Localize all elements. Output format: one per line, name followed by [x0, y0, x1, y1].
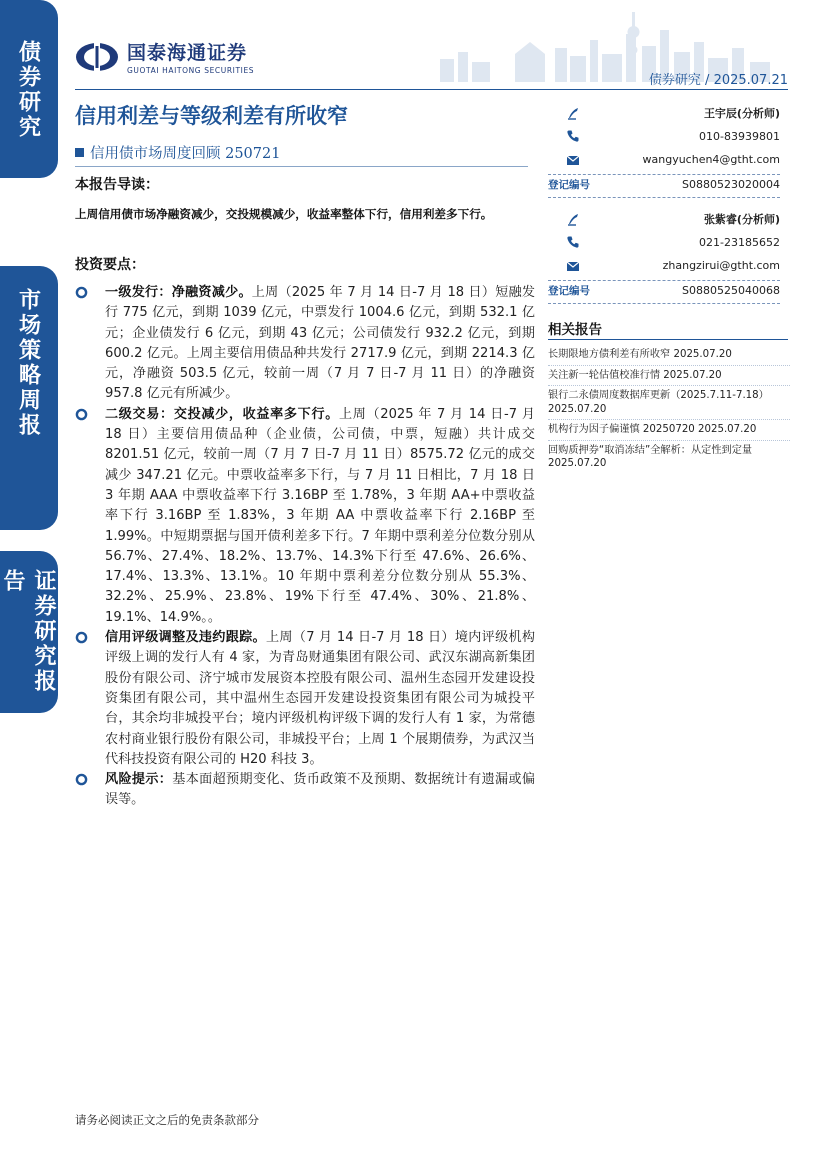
ring-bullet-icon — [75, 286, 88, 299]
guide-text: 上周信用债市场净融资减少，交投规模减少，收益率整体下行，信用利差多下行。 — [75, 207, 493, 221]
point-body: 基本面超预期变化、货币政策不及预期、数据统计有遗漏或偏误等。 — [105, 772, 536, 808]
related-report-link[interactable]: 长期限地方债利差有所收窄 2025.07.20 — [548, 345, 790, 366]
point-body: 上周（2025 年 7 月 14 日-7 月 18 日）短融发行 775 亿元，到期 1039 亿元，中票发行 1004.6 亿元，到期 532.1 亿元；企业债发行 6 亿元，到期 43 亿元；公司债发行 932.2 亿元，到期 600.2 亿元。上周主要信用债品种共发行 2717.9 亿元，到期 2214.3 亿元，净融资 503.5 亿元，较前一周（7 月 7 日-7 月 11 日）的净融资 957.8 亿元有所减少。 — [105, 285, 536, 402]
analyst-name: 张紫睿(分析师) — [703, 212, 780, 226]
points-label: 投资要点： — [75, 257, 145, 273]
analyst-pen-icon — [566, 212, 580, 226]
analyst-divider — [548, 197, 780, 198]
logo-name-en: GUOTAI HAITONG SECURITIES — [127, 66, 255, 75]
related-reports-divider — [548, 339, 788, 340]
analyst-phone: 021-23185652 — [699, 235, 780, 249]
logo-mark-icon — [75, 42, 119, 72]
related-report-link[interactable]: 机构行为因子偏谨慎 20250720 2025.07.20 — [548, 420, 790, 441]
analyst-email[interactable]: wangyuchen4@gtht.com — [642, 153, 780, 167]
company-logo — [75, 38, 254, 75]
point-heading: 风险提示： — [105, 772, 173, 788]
investment-point — [75, 628, 535, 770]
side-tab-label: 债券研究 — [15, 40, 42, 140]
analyst-card — [548, 207, 780, 304]
registration-number: S0880525040068 — [682, 284, 780, 297]
analyst-card — [548, 101, 780, 198]
investment-point — [75, 405, 535, 628]
ring-bullet-icon — [75, 773, 88, 786]
analyst-phone: 010-83939801 — [699, 129, 780, 143]
point-heading: 一级发行：净融资减少。 — [105, 285, 252, 300]
registration-label: 登记编号 — [548, 179, 590, 191]
investment-point — [75, 770, 535, 811]
analyst-name: 王宇辰(分析师) — [703, 106, 780, 120]
ring-bullet-icon — [75, 408, 88, 421]
disclaimer-footer: 请务必阅读正文之后的免责条款部分 — [75, 1113, 259, 1127]
registration-number: S0880523020004 — [682, 178, 780, 191]
header-divider — [75, 89, 788, 90]
report-title: 信用利差与等级利差有所收窄 — [75, 103, 348, 128]
report-category-date: 债券研究 / 2025.07.21 — [648, 73, 788, 88]
point-body: 上周（2025 年 7 月 14 日-7 月 18 日）主要信用债品种（企业债，公司债，中票，短融）共计成交 8201.51 亿元，较前一周（7 月 7 日-7 月 11 日）8575.72 亿元的成交减少 347.21 亿元。中票收益率多下行，与 7 月 11 日相比，7 月 18 日 3 年期 AAA 中票收益率下行 3.16BP 至 1.78%，3 年期 AA+中票收益率下行 3.16BP 至 1.83%，3 年期 AA 中票收益率下行 2.16BP 至 1.99%。中短期票据与国开债利差多下行。7 年期中票利差分位数分别从 56.7%、27.4%、18.2%、13.7%、14.3%下行至 47.6%、26.6%、17.4%、13.3%、13.1%。10 年期中票利差分位数分别从 55.3%、32.2%、25.9%、23.8%、19%下行至 47.4%、30%、21.8%、19.1%、14.9%。。 — [105, 406, 536, 625]
side-tab-label: 市场策略周报 — [15, 288, 42, 438]
point-heading: 信用评级调整及违约跟踪。 — [105, 630, 266, 646]
point-heading: 二级交易：交投减少，收益率多下行。 — [105, 406, 339, 422]
related-reports-title: 相关报告 — [548, 322, 602, 338]
side-tab-securities-report — [0, 551, 58, 713]
ring-bullet-icon — [75, 631, 88, 644]
phone-icon — [566, 129, 580, 143]
email-icon — [566, 259, 580, 273]
email-icon — [566, 153, 580, 167]
phone-icon — [566, 235, 580, 249]
registration-label: 登记编号 — [548, 285, 590, 297]
side-tab-market-strategy — [0, 266, 58, 530]
main-content — [75, 174, 535, 811]
guide-label: 本报告导读： — [75, 177, 159, 193]
square-bullet-icon — [75, 148, 84, 157]
title-divider — [75, 166, 528, 167]
analyst-divider — [548, 303, 780, 304]
report-subtitle-text: 信用债市场周度回顾 250721 — [90, 146, 281, 162]
side-tab-bond-research — [0, 0, 58, 178]
related-report-link[interactable]: 回购质押券“取消冻结”全解析：从定性到定量 2025.07.20 — [548, 444, 753, 469]
investment-point — [75, 283, 535, 405]
logo-name-cn: 国泰海通证券 — [127, 42, 248, 64]
related-report-link[interactable]: 关注新一轮估值校准行情 2025.07.20 — [548, 366, 790, 387]
side-tab-label: 证券研究报告 — [0, 569, 57, 694]
analyst-pen-icon — [566, 106, 580, 120]
related-reports-list — [548, 345, 790, 474]
related-report-link[interactable]: 银行二永债周度数据库更新（2025.7.11-7.18）2025.07.20 — [548, 386, 790, 420]
analyst-email[interactable]: zhangzirui@gtht.com — [662, 259, 780, 273]
point-body: 上周（7 月 14 日-7 月 18 日）境内评级机构评级上调的发行人有 4 家，为青岛财通集团有限公司、武汉东湖高新集团股份有限公司、济宁城市发展资本控股有限公司、温州生态园开发建设投资集团有限公司，其中温州生态园开发建设投资集团有限公司为城投平台，其余均非城投平台；境内评级机构评级下调的发行人有 1 家，为常德农村商业银行股份有限公司，非城投平台；上周 1 个展期债券，为武汉当代科技投资有限公司的 H20 科技 3。 — [105, 630, 535, 767]
report-subtitle — [75, 142, 280, 163]
